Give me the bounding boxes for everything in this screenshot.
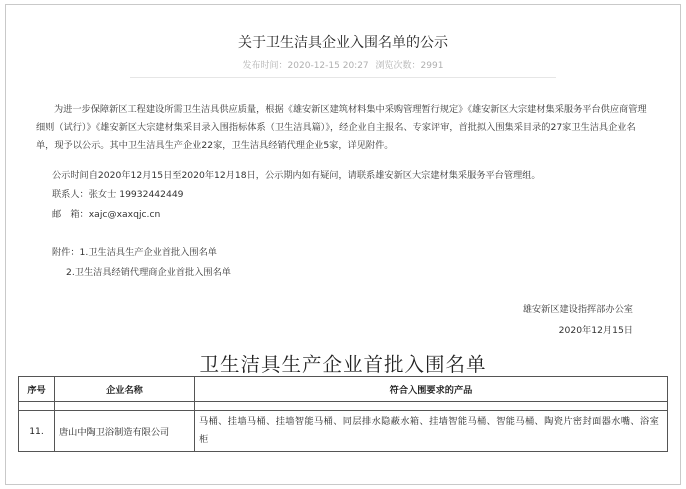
contact-line: 联系人：张女士 19932442449 [52,189,184,200]
body-paragraph: 为进一步保障新区工程建设所需卫生洁具供应质量，根据《雄安新区建筑材料集中采购管理暂行规定》《雄安新区大宗建材集采服务平台供应商管理细则（试行）》《雄安新区大宗建材集采目录入围指标体系（卫生洁具篇）》，经企业自主报名、专家评审，首批拟入围集采目录的27家卫生洁具企业名单，现予以公示。其中卫生洁具生产企业22家，卫生洁具经销代理企业5家，详见附件。 [36,104,647,151]
article-meta [0,58,686,71]
header-products: 符合入围要求的产品 [195,377,668,402]
attachment-link-2[interactable]: 2.卫生洁具经销代理商企业首批入围名单 [66,267,231,278]
company-list-table [18,376,668,452]
signature-date: 2020年12月15日 [558,325,633,336]
attachment-link-1[interactable]: 附件：1.卫生洁具生产企业首批入围名单 [52,247,217,258]
publish-time: 发布时间：2020-12-15 20:27 [242,61,369,71]
article-title: 关于卫生洁具企业入围名单的公示 [238,35,448,51]
row-products: 马桶、挂墙马桶、挂墙智能马桶、同层排水隐蔽水箱、挂墙智能马桶、智能马桶、陶瓷片密封面器水嘴、浴室柜 [195,411,668,452]
table-row [19,411,668,452]
row-company: 唐山中陶卫浴制造有限公司 [55,411,195,452]
table-gap-row [19,402,668,411]
list-title: 卫生洁具生产企业首批入围名单 [199,353,487,376]
signature-org: 雄安新区建设指挥部办公室 [522,304,633,315]
table-header-row [19,377,668,402]
email-line: 邮 箱：xajc@xaxqjc.cn [52,209,161,220]
title-divider [130,77,556,78]
header-no: 序号 [19,377,55,402]
view-count: 浏览次数：2991 [375,61,444,71]
row-no: 11. [19,411,55,452]
notice-period: 公示时间自2020年12月15日至2020年12月18日，公示期内如有疑问，请联系雄安新区大宗建材集采服务平台管理组。 [52,170,541,181]
header-company: 企业名称 [55,377,195,402]
